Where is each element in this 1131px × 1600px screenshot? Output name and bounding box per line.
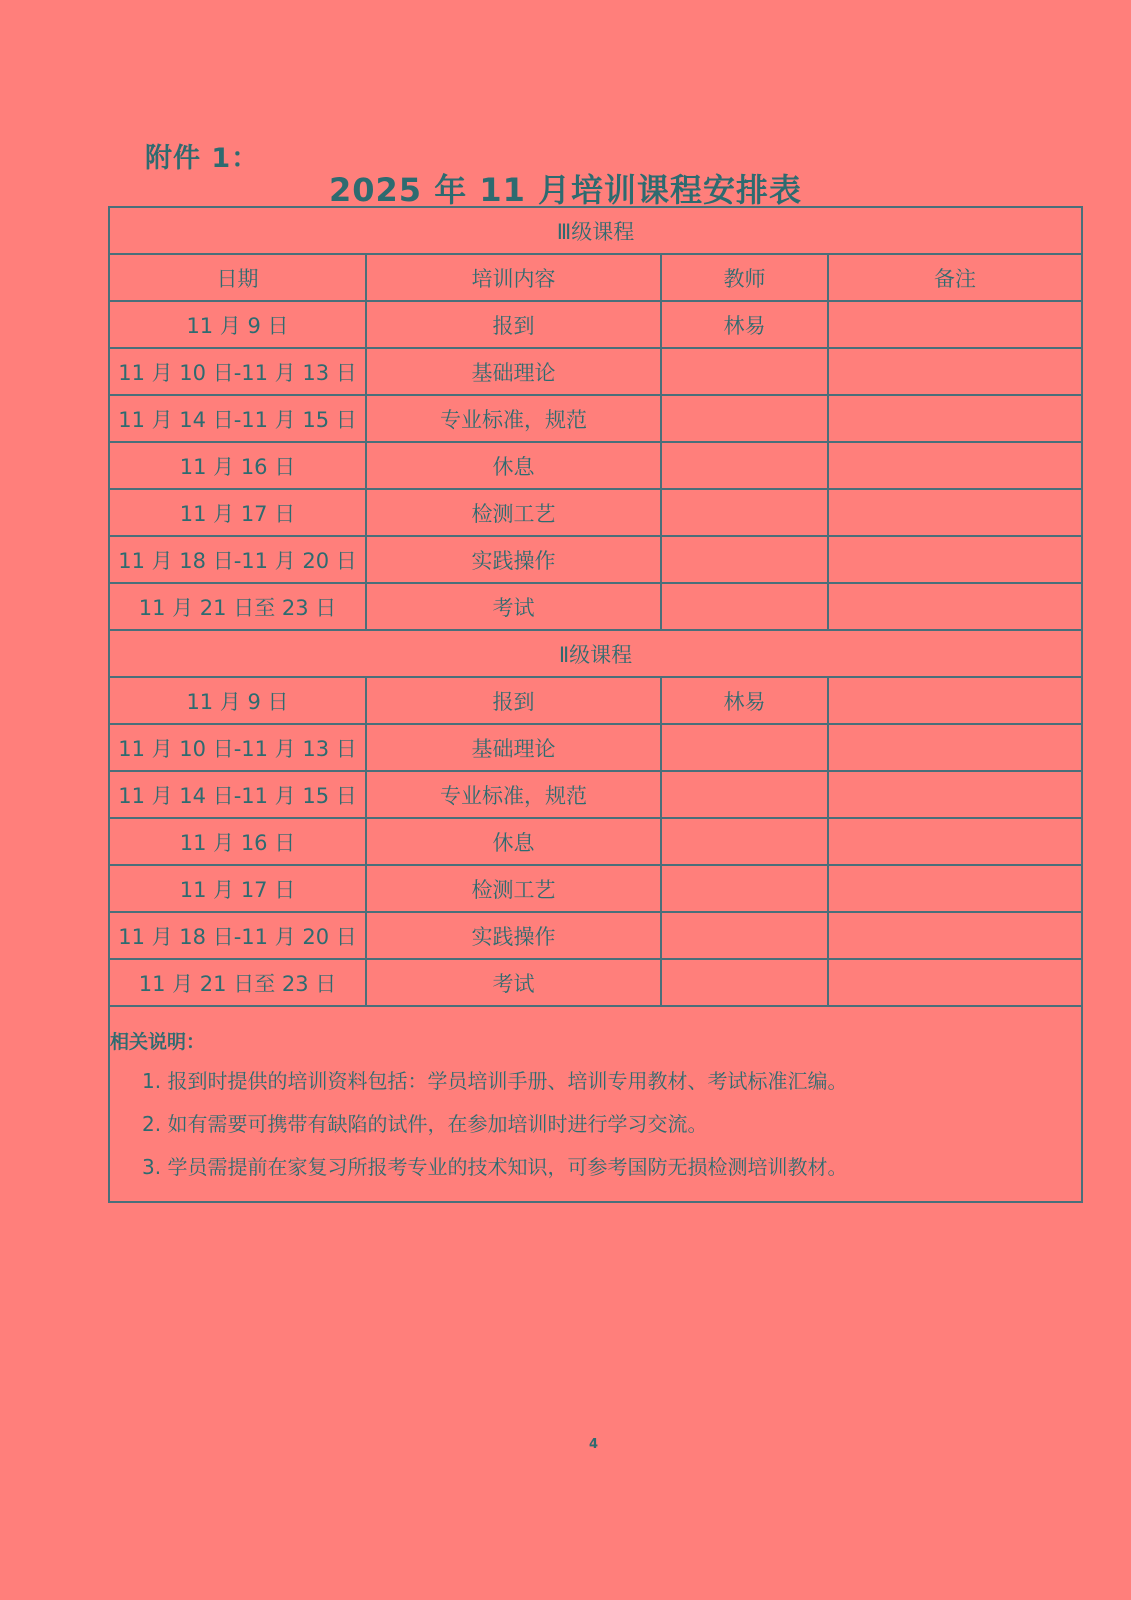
table-row bbox=[109, 536, 1082, 583]
content-cell: 休息 bbox=[366, 818, 661, 865]
teacher-cell bbox=[661, 442, 828, 489]
date-cell: 11 月 18 日-11 月 20 日 bbox=[109, 536, 366, 583]
remark-cell bbox=[828, 771, 1082, 818]
column-header-row bbox=[109, 254, 1082, 301]
table-row bbox=[109, 724, 1082, 771]
table-row bbox=[109, 301, 1082, 348]
teacher-cell bbox=[661, 536, 828, 583]
remark-cell bbox=[828, 301, 1082, 348]
note-item: 3. 学员需提前在家复习所报考专业的技术知识，可参考国防无损检测培训教材。 bbox=[142, 1155, 848, 1179]
date-cell: 11 月 9 日 bbox=[109, 677, 366, 724]
note-item: 1. 报到时提供的培训资料包括：学员培训手册、培训专用教材、考试标准汇编。 bbox=[142, 1069, 848, 1093]
content-cell: 考试 bbox=[366, 583, 661, 630]
table-row bbox=[109, 348, 1082, 395]
teacher-cell: 林易 bbox=[661, 677, 828, 724]
teacher-cell bbox=[661, 395, 828, 442]
content-cell: 基础理论 bbox=[366, 724, 661, 771]
remark-cell bbox=[828, 489, 1082, 536]
content-cell: 休息 bbox=[366, 442, 661, 489]
date-cell: 11 月 10 日-11 月 13 日 bbox=[109, 724, 366, 771]
date-cell: 11 月 18 日-11 月 20 日 bbox=[109, 912, 366, 959]
teacher-cell bbox=[661, 348, 828, 395]
remark-cell bbox=[828, 536, 1082, 583]
date-cell: 11 月 14 日-11 月 15 日 bbox=[109, 771, 366, 818]
teacher-cell bbox=[661, 771, 828, 818]
remark-cell bbox=[828, 442, 1082, 489]
table-row bbox=[109, 771, 1082, 818]
date-cell: 11 月 16 日 bbox=[109, 442, 366, 489]
section-heading: Ⅱ级课程 bbox=[109, 630, 1082, 677]
content-cell: 报到 bbox=[366, 677, 661, 724]
date-cell: 11 月 21 日至 23 日 bbox=[109, 583, 366, 630]
column-header-remark: 备注 bbox=[828, 254, 1082, 301]
remark-cell bbox=[828, 865, 1082, 912]
teacher-cell bbox=[661, 489, 828, 536]
content-cell: 检测工艺 bbox=[366, 865, 661, 912]
content-cell: 专业标准，规范 bbox=[366, 395, 661, 442]
table-row bbox=[109, 583, 1082, 630]
content-cell: 考试 bbox=[366, 959, 661, 1006]
remark-cell bbox=[828, 912, 1082, 959]
document-title: 2025 年 11 月培训课程安排表 bbox=[328, 171, 803, 209]
teacher-cell bbox=[661, 912, 828, 959]
table-row bbox=[109, 489, 1082, 536]
teacher-cell bbox=[661, 865, 828, 912]
content-cell: 基础理论 bbox=[366, 348, 661, 395]
notes-heading: 相关说明： bbox=[110, 1031, 206, 1053]
remark-cell bbox=[828, 348, 1082, 395]
notes-row bbox=[109, 1006, 1082, 1202]
teacher-cell bbox=[661, 724, 828, 771]
remark-cell bbox=[828, 583, 1082, 630]
table-row bbox=[109, 912, 1082, 959]
date-cell: 11 月 21 日至 23 日 bbox=[109, 959, 366, 1006]
date-cell: 11 月 10 日-11 月 13 日 bbox=[109, 348, 366, 395]
remark-cell bbox=[828, 959, 1082, 1006]
section-heading: Ⅲ级课程 bbox=[109, 207, 1082, 254]
notes-cell bbox=[109, 1006, 1082, 1202]
table-row bbox=[109, 818, 1082, 865]
column-header-teacher: 教师 bbox=[661, 254, 828, 301]
content-cell: 实践操作 bbox=[366, 536, 661, 583]
section-heading-row bbox=[109, 207, 1082, 254]
section-heading-row bbox=[109, 630, 1082, 677]
date-cell: 11 月 17 日 bbox=[109, 489, 366, 536]
teacher-cell bbox=[661, 583, 828, 630]
date-cell: 11 月 9 日 bbox=[109, 301, 366, 348]
schedule-table bbox=[108, 206, 1083, 1203]
table-row bbox=[109, 442, 1082, 489]
attachment-label: 附件 1： bbox=[145, 143, 260, 174]
content-cell: 专业标准，规范 bbox=[366, 771, 661, 818]
column-header-date: 日期 bbox=[109, 254, 366, 301]
table-row bbox=[109, 959, 1082, 1006]
table-row bbox=[109, 395, 1082, 442]
teacher-cell bbox=[661, 818, 828, 865]
table-row bbox=[109, 865, 1082, 912]
content-cell: 报到 bbox=[366, 301, 661, 348]
remark-cell bbox=[828, 724, 1082, 771]
content-cell: 检测工艺 bbox=[366, 489, 661, 536]
date-cell: 11 月 14 日-11 月 15 日 bbox=[109, 395, 366, 442]
column-header-content: 培训内容 bbox=[366, 254, 661, 301]
remark-cell bbox=[828, 395, 1082, 442]
page-number: 4 bbox=[588, 1437, 599, 1452]
teacher-cell bbox=[661, 959, 828, 1006]
table-row bbox=[109, 677, 1082, 724]
note-item: 2. 如有需要可携带有缺陷的试件，在参加培训时进行学习交流。 bbox=[142, 1112, 708, 1136]
notes-list bbox=[110, 1068, 1081, 1181]
date-cell: 11 月 17 日 bbox=[109, 865, 366, 912]
teacher-cell: 林易 bbox=[661, 301, 828, 348]
content-cell: 实践操作 bbox=[366, 912, 661, 959]
remark-cell bbox=[828, 677, 1082, 724]
remark-cell bbox=[828, 818, 1082, 865]
date-cell: 11 月 16 日 bbox=[109, 818, 366, 865]
